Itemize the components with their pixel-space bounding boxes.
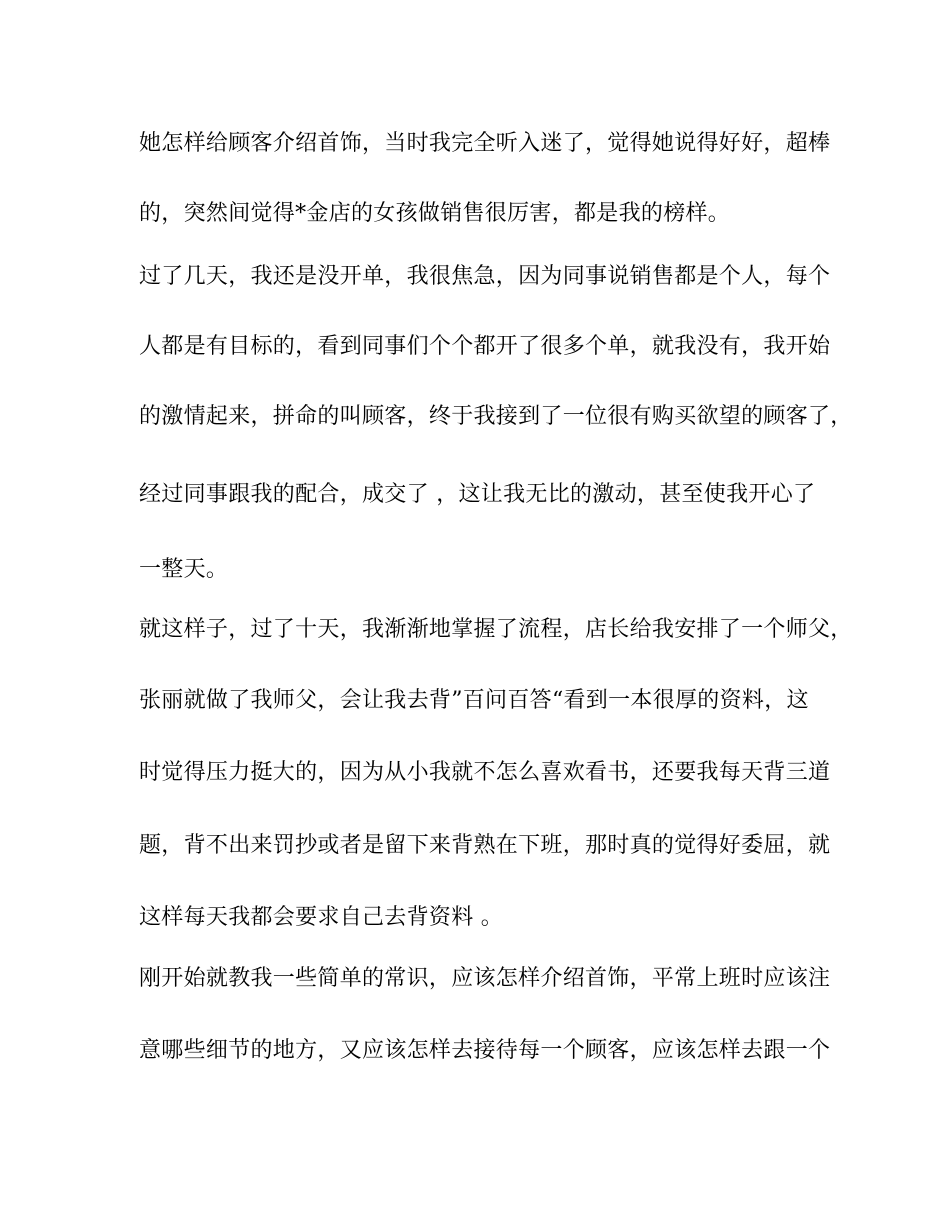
text-line: 意哪些细节的地方，又应该怎样去接待每一个顾客，应该怎样去跟一个 [139, 1038, 831, 1063]
text-line: 的，突然间觉得*金店的女孩做销售很厉害，都是我的榜样。 [139, 201, 731, 226]
text-line: 人都是有目标的，看到同事们个个都开了很多个单，就我没有，我开始 [139, 334, 831, 359]
text-line: 就这样子，过了十天，我渐渐地掌握了流程，店长给我安排了一个师父， [139, 617, 853, 642]
text-line: 经过同事跟我的配合，成交了 ，这让我无比的激动，甚至使我开心了 [139, 482, 816, 507]
text-line: 张丽就做了我师父，会让我去背”百问百答“看到一本很厚的资料，这 [139, 688, 809, 713]
text-line: 的激情起来，拼命的叫顾客，终于我接到了一位很有购买欲望的顾客了， [139, 404, 853, 429]
text-line: 题，背不出来罚抄或者是留下来背熟在下班，那时真的觉得好委屈，就 [139, 833, 831, 858]
text-line: 时觉得压力挺大的，因为从小我就不怎么喜欢看书，还要我每天背三道 [139, 760, 831, 785]
text-line: 一整天。 [139, 557, 229, 582]
text-line: 这样每天我都会要求自己去背资料 。 [139, 905, 504, 930]
text-line: 刚开始就教我一些简单的常识，应该怎样介绍首饰，平常上班时应该注 [139, 966, 831, 991]
text-line: 过了几天，我还是没开单，我很焦急，因为同事说销售都是个人，每个 [139, 264, 831, 289]
text-line: 她怎样给顾客介绍首饰，当时我完全听入迷了，觉得她说得好好，超棒 [139, 131, 831, 156]
